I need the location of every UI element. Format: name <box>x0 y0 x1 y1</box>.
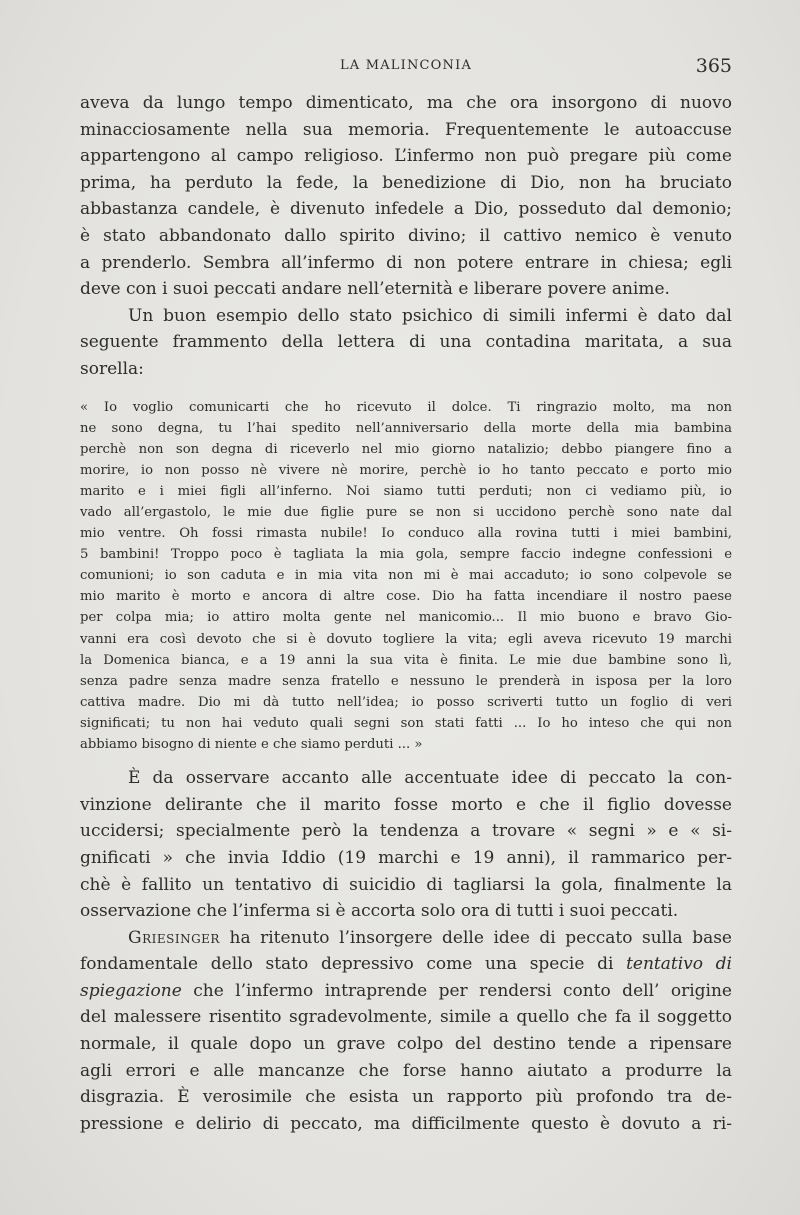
text-line: aveva da lungo tempo dimenticato, ma che ora insorgono di nuovo <box>80 93 732 113</box>
quote-line: perchè non son degna di riceverlo nel mio giorno natalizio; debbo piangere fino a <box>80 441 732 457</box>
quote-line: morire, io non posso nè vivere nè morire, perchè io ho tanto peccato e porto mio <box>80 462 732 478</box>
quote-line: « Io voglio comunicarti che ho ricevuto il dolce. Ti ringrazio molto, ma non <box>80 399 732 415</box>
text-line: pressione e delirio di peccato, ma difficilmente questo è dovuto a ri- <box>80 1113 732 1134</box>
italic-term: tentativo di <box>626 954 732 975</box>
text-line: è stato abbandonato dallo spirito divino; il cattivo nemico è venuto <box>80 225 732 246</box>
text-line: vinzione delirante che il marito fosse morto e che il figlio dovesse <box>80 794 732 815</box>
text-line <box>80 951 732 978</box>
quote-line: mio marito è morto e ancora di altre cose. Dio ha fatta incendiare il nostro paese <box>80 589 732 605</box>
paragraph-2 <box>80 303 732 383</box>
text-line: chè è fallito un tentativo di suicidio di tagliarsi la gola, finalmente la <box>80 874 732 895</box>
paragraph-4 <box>80 925 732 1138</box>
author-name: Griesinger <box>128 927 220 948</box>
text-line: deve con i suoi peccati andare nell’eternità e liberare povere anime. <box>80 279 670 300</box>
quote-line: la Domenica bianca, e a 19 anni la sua vita è finita. Le mie due bambine sono lì, <box>80 652 732 668</box>
paragraph-1 <box>80 90 732 303</box>
quote-line: significati; tu non hai veduto quali segni son stati fatti ... Io ho inteso che qui non <box>80 715 732 731</box>
running-title: LA MALINCONIA <box>339 58 473 73</box>
text-line: uccidersi; specialmente però la tendenza a trovare « segni » e « si- <box>80 821 732 842</box>
text-run: fondamentale dello stato depressivo come una specie di <box>80 954 614 975</box>
text-run: ha ritenuto l’insorgere delle idee di peccato sulla base <box>219 927 732 948</box>
text-line: disgrazia. È verosimile che esista un rapporto più profondo tra de- <box>80 1087 732 1108</box>
letter-quotation <box>80 397 732 756</box>
text-run: che l’infermo intraprende per rendersi conto dell’ origine <box>181 980 732 1001</box>
quote-line: comunioni; io son caduta e in mia vita non mi è mai accaduto; io sono colpevole se <box>80 568 732 584</box>
text-line: osservazione che l’inferma si è accorta solo ora di tutti i suoi peccati. <box>80 901 679 922</box>
text-line: del malessere risentito sgradevolmente, simile a quello che fa il soggetto <box>80 1007 732 1028</box>
quote-line: mio ventre. Oh fossi rimasta nubile! Io conduco alla rovina tutti i miei bambini, <box>80 526 732 542</box>
quote-line: marito e i miei figli all’inferno. Noi siamo tutti perduti; non ci vediamo più, io <box>80 483 732 499</box>
page-number: 365 <box>695 55 732 77</box>
quote-line: cattiva madre. Dio mi dà tutto nell’idea; io posso scriverti tutto un foglio di veri <box>80 694 732 710</box>
text-line: abbastanza candele, è divenuto infedele a Dio, posseduto dal demonio; <box>80 199 732 220</box>
text-line: normale, il quale dopo un grave colpo del destino tende a ripensare <box>80 1034 732 1055</box>
text-line: appartengono al campo religioso. L’infermo non può pregare più come <box>80 146 732 167</box>
text-line: Un buon esempio dello stato psichico di simili infermi è dato dal <box>128 305 732 326</box>
text-line <box>80 925 732 952</box>
text-line: a prenderlo. Sembra all’infermo di non potere entrare in chiesa; egli <box>80 252 732 273</box>
quote-line: senza padre senza madre senza fratello e nessuno le prenderà in isposa per la loro <box>80 673 732 689</box>
quote-line: abbiamo bisogno di niente e che siamo perduti ... » <box>80 737 423 753</box>
quote-line: ne sono degna, tu l’hai spedito nell’anniversario della morte della mia bambina <box>80 420 732 436</box>
paragraph-3 <box>80 765 732 925</box>
text-line <box>80 978 732 1005</box>
italic-term: spiegazione <box>80 980 182 1001</box>
text-line: prima, ha perduto la fede, la benedizione di Dio, non ha bruciato <box>80 172 732 193</box>
body-text <box>80 90 732 1137</box>
text-line: È da osservare accanto alle accentuate idee di peccato la con- <box>128 768 732 789</box>
quote-line: vado all’ergastolo, le mie due figlie pure se non si uccidono perchè sono nate dal <box>80 505 732 520</box>
quote-line: per colpa mia; io attiro molta gente nel manicomio... Il mio buono e bravo Gio- <box>80 610 732 626</box>
text-line: seguente frammento della lettera di una contadina maritata, a sua <box>80 332 732 353</box>
quote-line: vanni era così devoto che si è dovuto togliere la vita; egli aveva ricevuto 19 marchi <box>80 631 732 647</box>
page-header <box>80 56 732 80</box>
text-line: gnificati » che invia Iddio (19 marchi e 19 anni), il rammarico per- <box>80 847 732 868</box>
text-line: minacciosamente nella sua memoria. Frequentemente le autoaccuse <box>80 119 732 140</box>
text-line: agli errori e alle mancanze che forse hanno aiutato a produrre la <box>80 1060 732 1081</box>
quote-line: 5 bambini! Troppo poco è tagliata la mia gola, sempre faccio indegne confessioni e <box>80 547 732 563</box>
text-line: sorella: <box>80 358 144 379</box>
